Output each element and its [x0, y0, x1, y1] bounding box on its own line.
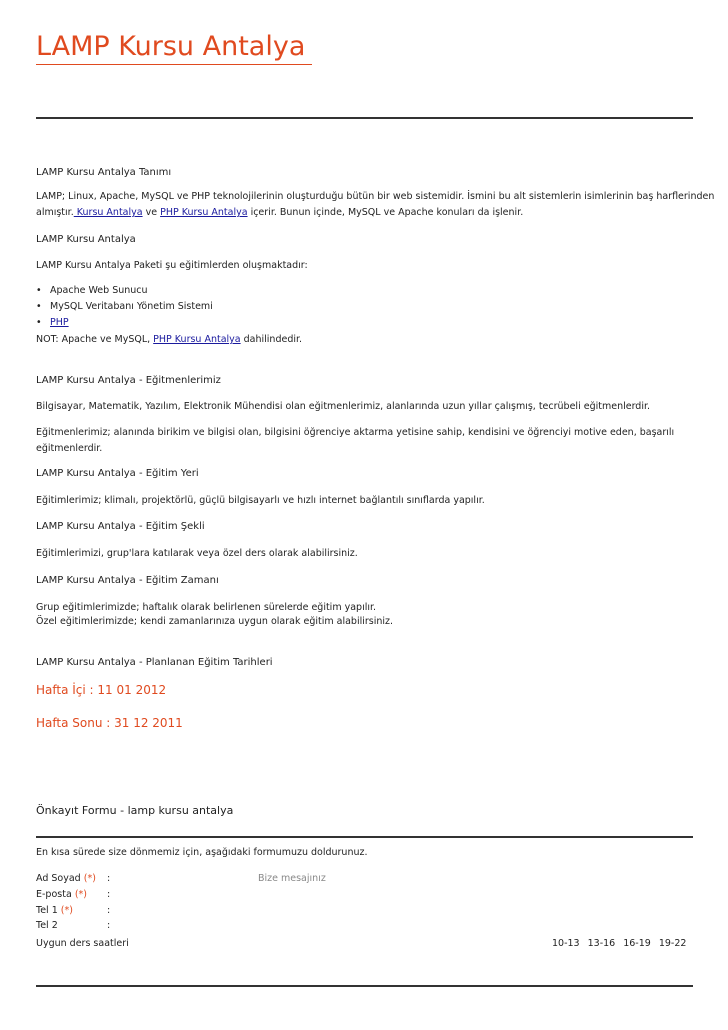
instructors-paragraph-1: Bilgisayar, Matematik, Yazılım, Elektronik Mühendisi olan eğitmenlerimiz, alanlarında uzun yıllar çalışmış, tecrübeli eğitmenlerdir. — [36, 401, 651, 412]
form-intro: En kısa sürede size dönmemiz için, aşağıdaki formumuzu doldurunuz. — [36, 847, 368, 858]
list-item-label: MySQL Veritabanı Yönetim Sistemi — [50, 301, 213, 312]
bullet-icon: • — [36, 285, 42, 296]
timing-heading: LAMP Kursu Antalya - Eğitim Zamanı — [36, 575, 219, 586]
format-paragraph: Eğitimlerimizi, grup'lara katılarak veya özel ders olarak alabilirsiniz. — [36, 548, 358, 559]
email-field-label — [36, 887, 87, 903]
time-slot-10-13[interactable]: 10-13 — [552, 938, 580, 949]
field-label: E-posta — [36, 889, 72, 900]
definition-text-post: içerir. Bunun içinde, MySQL ve Apache konuları da işlenir. — [247, 207, 524, 218]
definition-paragraph-line1: LAMP; Linux, Apache, MySQL ve PHP teknolojilerinin oluşturduğu bütün bir web sistemidir. İsmini bu alt sistemlerin isimlerinin baş harflerinden — [36, 191, 715, 202]
weekday-date: Hafta İçi : 11 01 2012 — [36, 683, 167, 697]
instructors-heading: LAMP Kursu Antalya - Eğitmenlerimiz — [36, 375, 221, 386]
definition-paragraph-line2 — [36, 205, 523, 221]
timing-line-2: Özel eğitimlerimizde; kendi zamanlarınıza uygun olarak eğitim alabilirsiniz. — [36, 616, 394, 627]
php-link[interactable]: PHP — [50, 317, 69, 328]
note-text-pre: NOT: Apache ve MySQL, — [36, 334, 154, 345]
name-field-label — [36, 871, 96, 887]
phone2-field[interactable] — [120, 918, 240, 934]
list-item — [36, 299, 213, 315]
time-slot-group — [552, 936, 686, 952]
name-field[interactable] — [120, 871, 240, 887]
kursu-antalya-link[interactable]: Kursu Antalya — [73, 207, 143, 218]
phone1-field-label — [36, 903, 73, 919]
phone1-field-colon: : — [107, 905, 111, 916]
time-slot-19-22[interactable]: 19-22 — [658, 938, 687, 949]
definition-text-between: ve — [142, 207, 161, 218]
page-title: LAMP Kursu Antalya — [36, 31, 306, 62]
hours-label: Uygun ders saatleri — [36, 938, 129, 949]
php-kursu-antalya-link[interactable]: PHP Kursu Antalya — [160, 207, 248, 218]
instructors-paragraph-2-line1: Eğitmenlerimiz; alanında birikim ve bilgisi olan, bilgisini öğrenciye aktarma yetisine sahip, kendisini ve öğrenciyi motive eden, başarılı — [36, 427, 675, 438]
phone2-field-colon: : — [107, 920, 111, 931]
note-php-kursu-link[interactable]: PHP Kursu Antalya — [153, 334, 241, 345]
footer-divider — [36, 985, 693, 987]
form-heading: Önkayıt Formu - lamp kursu antalya — [36, 804, 234, 817]
field-label: Tel 2 — [36, 920, 58, 931]
definition-heading: LAMP Kursu Antalya Tanımı — [36, 167, 172, 178]
packages-intro: LAMP Kursu Antalya Paketi şu eğitimlerden oluşmaktadır: — [36, 260, 308, 271]
format-heading: LAMP Kursu Antalya - Eğitim Şekli — [36, 521, 205, 532]
message-field[interactable]: Bize mesajınız — [258, 873, 326, 884]
packages-note — [36, 332, 302, 348]
time-slot-16-19[interactable]: 16-19 — [623, 938, 651, 949]
weekend-date: Hafta Sonu : 31 12 2011 — [36, 716, 183, 730]
phone2-field-label — [36, 918, 58, 934]
required-marker: (*) — [83, 873, 96, 884]
required-marker: (*) — [74, 889, 87, 900]
form-divider-top — [36, 836, 693, 838]
list-item-label: Apache Web Sunucu — [50, 285, 148, 296]
location-heading: LAMP Kursu Antalya - Eğitim Yeri — [36, 468, 199, 479]
timing-line-1: Grup eğitimlerimizde; haftalık olarak belirlenen sürelerde eğitim yapılır. — [36, 602, 377, 613]
schedule-heading: LAMP Kursu Antalya - Planlanan Eğitim Tarihleri — [36, 657, 273, 668]
definition-text-pre: almıştır. — [36, 207, 74, 218]
name-field-colon: : — [107, 873, 111, 884]
field-label: Tel 1 — [36, 905, 58, 916]
list-item — [36, 283, 148, 299]
phone1-field[interactable] — [120, 903, 240, 919]
email-field-colon: : — [107, 889, 111, 900]
location-paragraph: Eğitimlerimiz; klimalı, projektörlü, güçlü bilgisayarlı ve hızlı internet bağlantılı sınıflarda yapılır. — [36, 495, 485, 506]
email-field[interactable] — [120, 887, 240, 903]
time-slot-13-16[interactable]: 13-16 — [587, 938, 616, 949]
bullet-icon: • — [36, 301, 42, 312]
header-divider — [36, 117, 693, 119]
required-marker: (*) — [60, 905, 73, 916]
list-item — [36, 315, 69, 331]
note-text-post: dahilindedir. — [240, 334, 303, 345]
title-underline — [36, 64, 312, 65]
instructors-paragraph-2-line2: eğitmenlerdir. — [36, 443, 103, 454]
bullet-icon: • — [36, 317, 42, 328]
field-label: Ad Soyad — [36, 873, 81, 884]
packages-heading: LAMP Kursu Antalya — [36, 234, 136, 245]
